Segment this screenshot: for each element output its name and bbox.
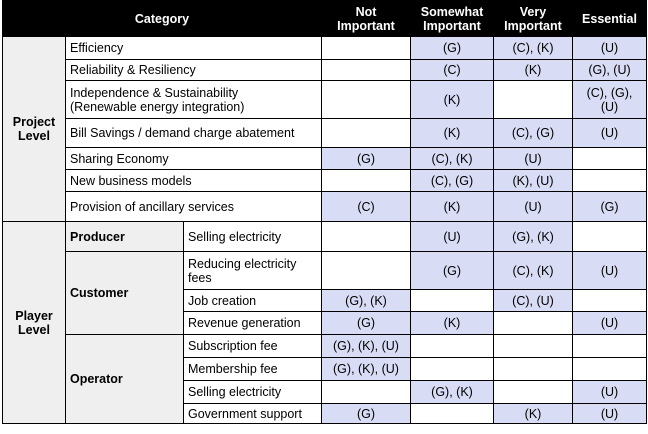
value-essential: (G), (U) (573, 60, 647, 81)
value-very-important (494, 335, 573, 358)
value-essential: (U) (573, 252, 647, 290)
value-very-important: (C), (G) (494, 119, 573, 148)
category-cell (184, 358, 322, 381)
cell-line: Independence & Sustainability (70, 85, 239, 100)
header-line: Important (337, 18, 395, 33)
header-not-important (322, 1, 411, 37)
cell-line: Level (18, 322, 50, 337)
value-not-important: (G), (K), (U) (322, 335, 411, 358)
value-essential: (U) (573, 37, 647, 60)
subgroup-operator: Operator (66, 335, 184, 424)
value-somewhat-important (411, 290, 494, 312)
value-not-important: (G) (322, 148, 411, 170)
value-very-important: (U) (494, 148, 573, 170)
value-essential: (C), (G), (U) (573, 81, 647, 119)
header-line: Very (519, 4, 547, 19)
category-cell (184, 381, 322, 404)
cell-line: Provision of ancillary services (70, 199, 234, 214)
value-very-important: (C), (K) (494, 252, 573, 290)
value-somewhat-important: (G) (411, 252, 494, 290)
value-somewhat-important (411, 404, 494, 424)
subgroup-customer: Customer (66, 252, 184, 335)
table-row (3, 192, 647, 222)
value-essential: (G) (573, 192, 647, 222)
header-line: Important (423, 18, 481, 33)
category-cell (184, 312, 322, 335)
value-not-important (322, 222, 411, 252)
cell-line: (Renewable energy integration) (70, 99, 245, 114)
value-very-important (494, 81, 573, 119)
table-row (3, 148, 647, 170)
cell-line: Membership fee (188, 362, 278, 376)
value-very-important: (C), (U) (494, 290, 573, 312)
subgroup-producer: Producer (66, 222, 184, 252)
category-cell (66, 119, 322, 148)
cell-line: Selling electricity (188, 229, 282, 244)
value-essential (573, 170, 647, 192)
value-very-important: (C), (K) (494, 37, 573, 60)
value-somewhat-important: (K) (411, 81, 494, 119)
cell-line: Level (18, 129, 50, 143)
value-very-important (494, 381, 573, 404)
value-not-important: (C) (322, 192, 411, 222)
cell-line: Reducing electricity (188, 256, 297, 271)
value-not-important (322, 252, 411, 290)
category-cell (66, 37, 322, 60)
value-essential: (U) (573, 119, 647, 148)
category-cell (184, 290, 322, 312)
value-somewhat-important: (U) (411, 222, 494, 252)
table-row (3, 252, 647, 290)
table-row (3, 170, 647, 192)
cell-line: Job creation (188, 293, 257, 308)
value-essential (573, 222, 647, 252)
cell-line: Revenue generation (188, 316, 301, 330)
value-not-important (322, 81, 411, 119)
category-cell (184, 335, 322, 358)
value-somewhat-important: (G), (K) (411, 381, 494, 404)
value-essential (573, 290, 647, 312)
value-not-important (322, 37, 411, 60)
value-not-important: (G), (K), (U) (322, 358, 411, 381)
table-row (3, 37, 647, 60)
value-somewhat-important: (K) (411, 119, 494, 148)
table-row (3, 335, 647, 358)
value-somewhat-important: (K) (411, 312, 494, 335)
cell-line: Sharing Economy (70, 151, 169, 166)
value-not-important: (G) (322, 404, 411, 424)
header-very-important (494, 1, 573, 37)
category-cell (184, 222, 322, 252)
value-very-important (494, 358, 573, 381)
value-not-important (322, 381, 411, 404)
cell-line: Reliability & Resiliency (70, 63, 196, 77)
cell-line: Bill Savings / demand charge abatement (70, 126, 295, 140)
value-essential (573, 335, 647, 358)
cell-line: New business models (70, 173, 192, 188)
category-cell (66, 81, 322, 119)
category-cell (184, 252, 322, 290)
category-cell (66, 60, 322, 81)
group-project-level (3, 37, 66, 222)
value-somewhat-important: (C), (G) (411, 170, 494, 192)
value-somewhat-important (411, 335, 494, 358)
cell-line: Selling electricity (188, 385, 282, 399)
value-very-important: (U) (494, 192, 573, 222)
header-line: Important (504, 18, 562, 33)
header-row (3, 1, 647, 37)
value-very-important: (K), (U) (494, 170, 573, 192)
value-not-important: (G), (K) (322, 290, 411, 312)
value-not-important (322, 60, 411, 81)
value-very-important: (G), (K) (494, 222, 573, 252)
value-essential (573, 358, 647, 381)
importance-table (2, 0, 647, 424)
value-not-important (322, 119, 411, 148)
category-cell (66, 192, 322, 222)
cell-line: fees (188, 270, 212, 285)
table-row (3, 81, 647, 119)
header-essential: Essential (573, 1, 647, 37)
category-cell (184, 404, 322, 424)
value-essential: (U) (573, 312, 647, 335)
table-row (3, 222, 647, 252)
cell-line: Government support (188, 406, 302, 421)
value-somewhat-important: (C), (K) (411, 148, 494, 170)
group-player-level (3, 222, 66, 424)
header-line: Somewhat (420, 4, 484, 19)
value-somewhat-important (411, 358, 494, 381)
value-very-important (494, 312, 573, 335)
value-essential (573, 148, 647, 170)
value-somewhat-important: (C) (411, 60, 494, 81)
cell-line: Efficiency (70, 41, 124, 55)
value-somewhat-important: (G) (411, 37, 494, 60)
value-not-important: (G) (322, 312, 411, 335)
value-essential: (U) (573, 381, 647, 404)
table-body (3, 37, 647, 424)
table-row (3, 119, 647, 148)
header-line: Not (355, 4, 377, 19)
cell-line: Player (15, 308, 53, 323)
value-essential: (U) (573, 404, 647, 424)
category-cell (66, 148, 322, 170)
category-cell (66, 170, 322, 192)
value-not-important (322, 170, 411, 192)
value-very-important: (K) (494, 404, 573, 424)
header-somewhat-important (411, 1, 494, 37)
cell-line: Subscription fee (188, 339, 278, 353)
value-very-important: (K) (494, 60, 573, 81)
value-somewhat-important: (K) (411, 192, 494, 222)
header-category: Category (3, 1, 322, 37)
table-row (3, 60, 647, 81)
cell-line: Project (12, 115, 56, 129)
